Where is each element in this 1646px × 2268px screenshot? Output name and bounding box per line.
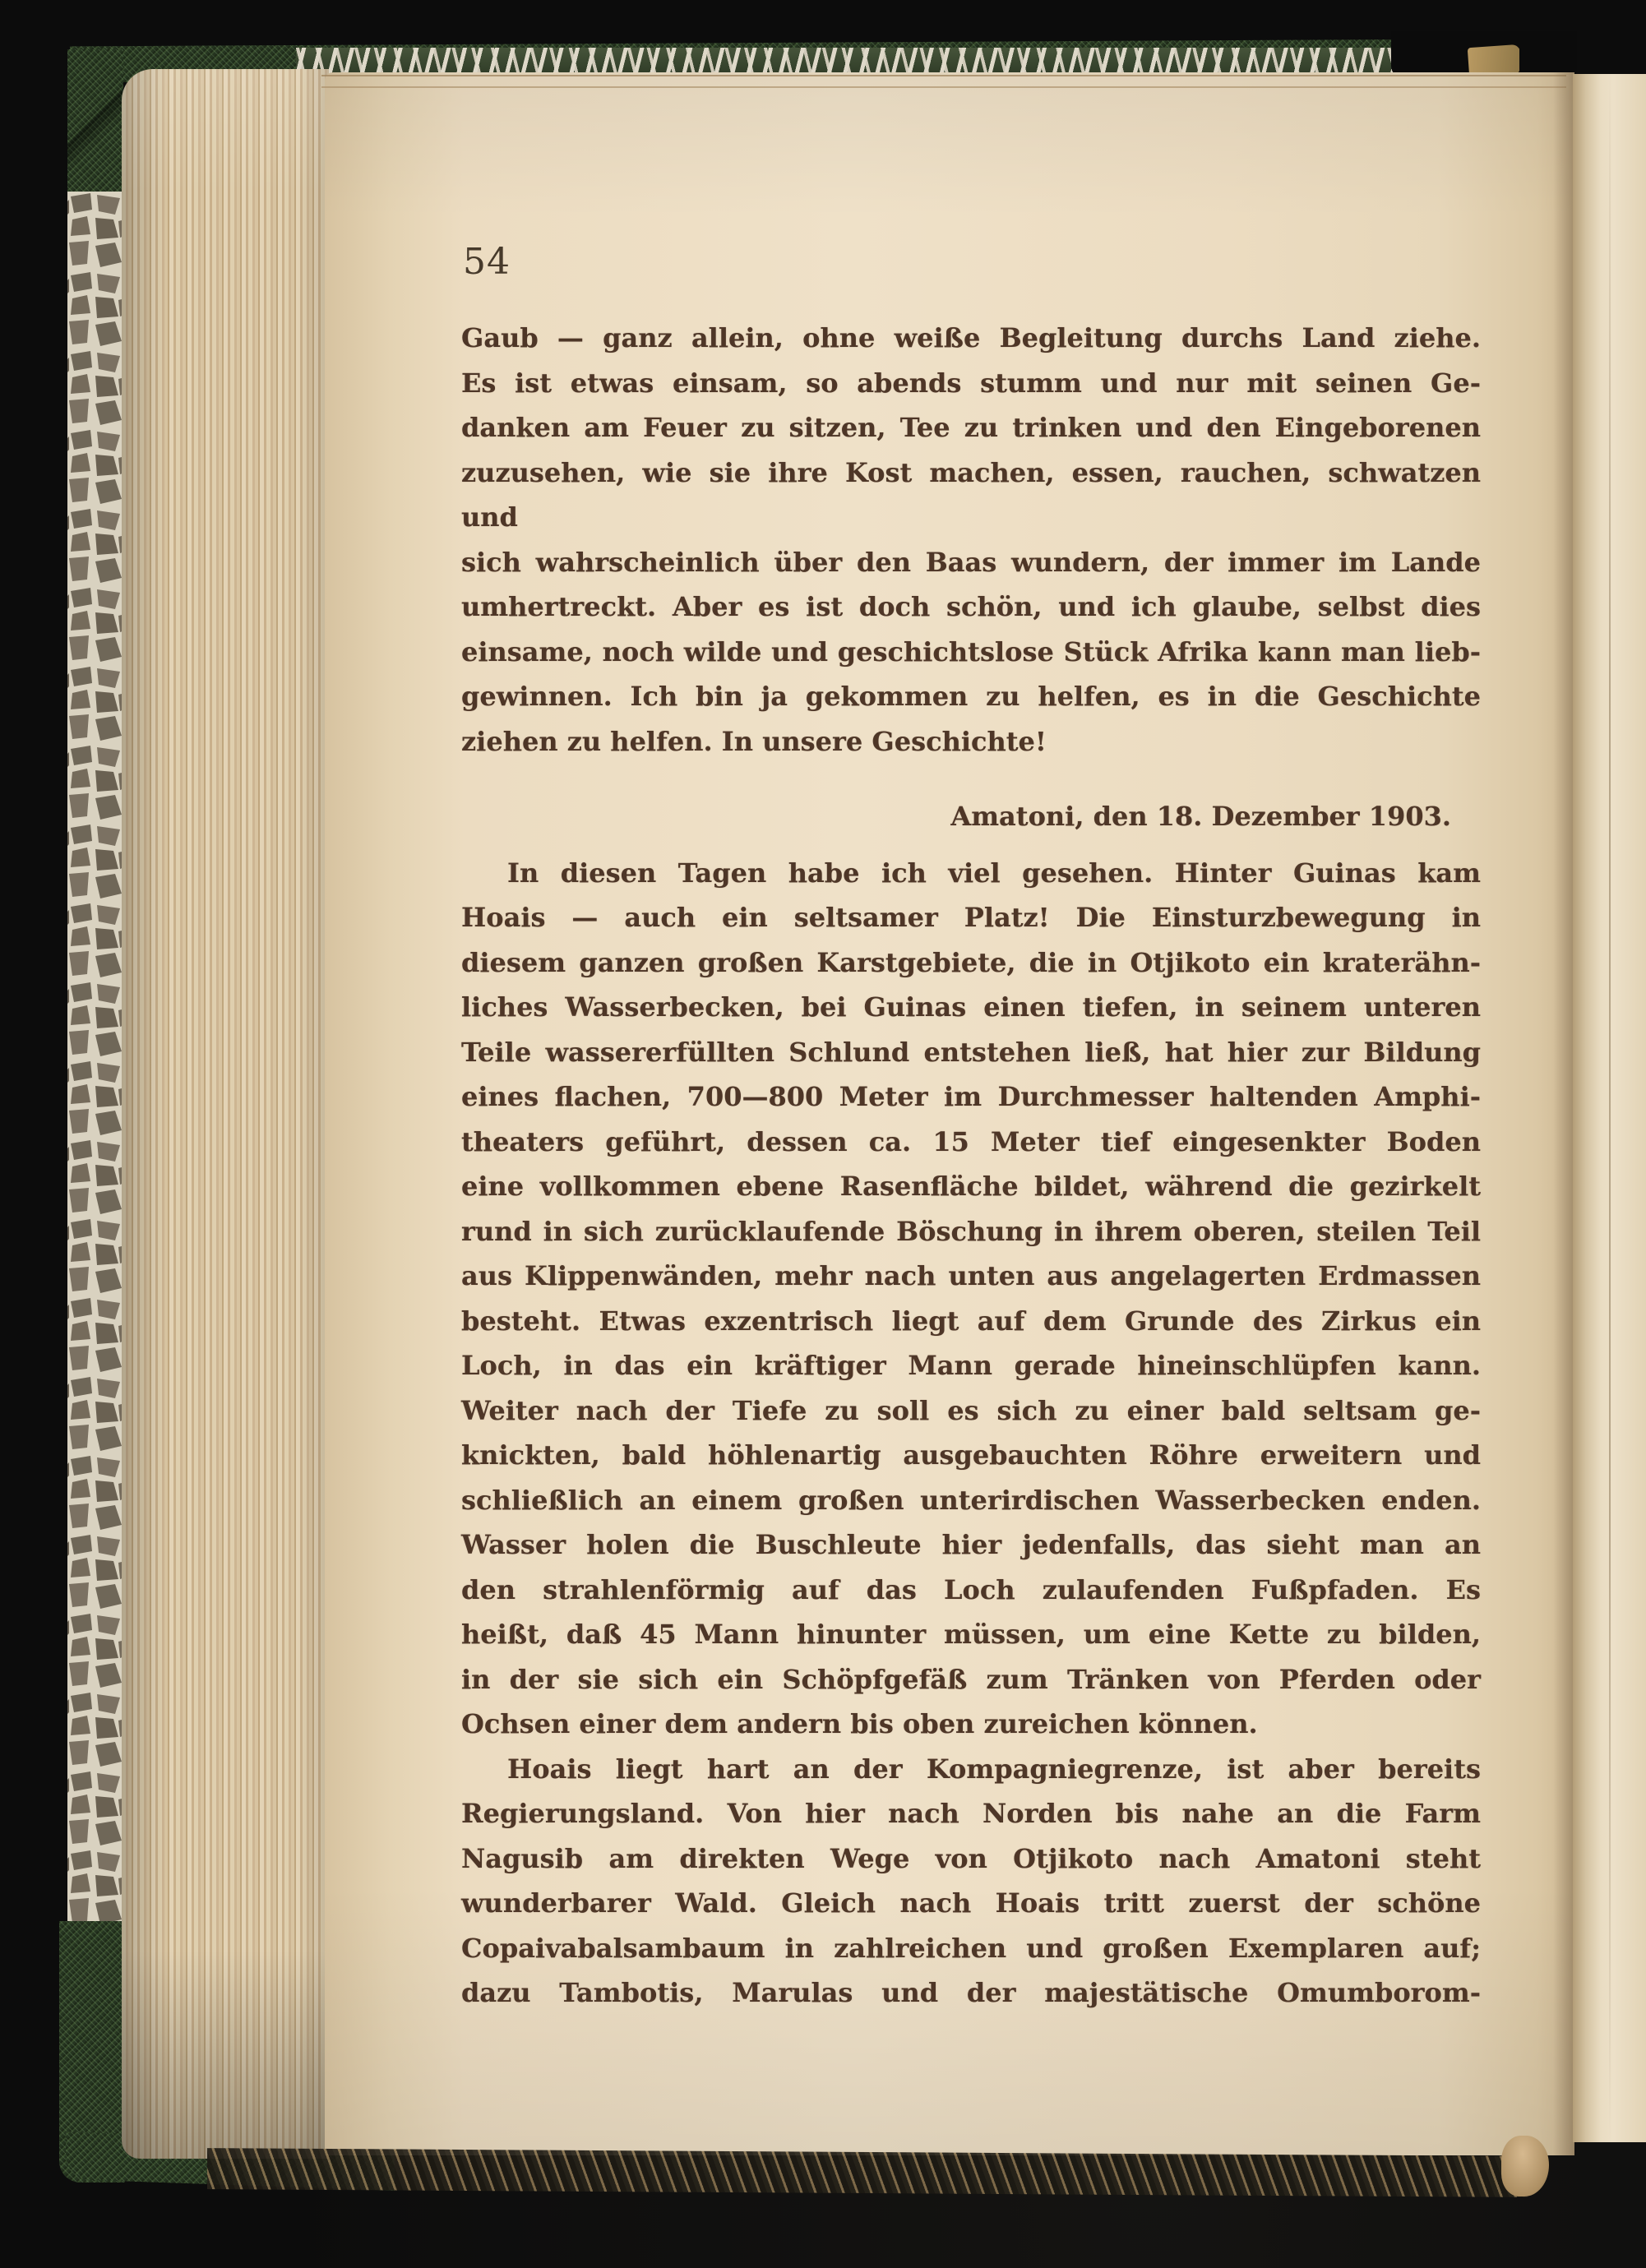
text-line: Hoais liegt hart an der Kompagniegrenze, ist aber bereits: [507, 1753, 1481, 1785]
text-line: Nagusib am direkten Wege von Otjikoto nach Amatoni steht: [461, 1842, 1481, 1874]
text-line: den strahlenförmig auf das Loch zulaufenden Fußpfaden. Es: [461, 1573, 1481, 1605]
text-line: aus Klippenwänden, mehr nach unten aus angelagerten Erdmassen: [461, 1260, 1481, 1291]
text-line: besteht. Etwas exzentrisch liegt auf dem Grunde des Zirkus ein: [461, 1305, 1481, 1337]
text-line: einsame, noch wilde und geschichtslose Stück Afrika kann man lieb-: [461, 635, 1481, 667]
text-line: sich wahrscheinlich über den Baas wundern, der immer im Lande: [461, 546, 1481, 578]
dateline: Amatoni, den 18. Dezember 1903.: [950, 801, 1451, 832]
text-line: eines flachen, 700—800 Meter im Durchmesser haltenden Amphi-: [461, 1081, 1481, 1112]
text-line: liches Wasserbecken, bei Guinas einen tiefen, in seinem unteren: [461, 991, 1481, 1023]
text-line: In diesen Tagen habe ich viel gesehen. Hinter Guinas kam: [507, 857, 1481, 889]
text-line: Wasser holen die Buschleute hier jedenfalls, das sieht man an: [461, 1529, 1481, 1560]
text-line: diesem ganzen großen Karstgebiete, die in Otjikoto ein kraterähn-: [461, 946, 1481, 978]
text-line: gewinnen. Ich bin ja gekommen zu helfen, es in die Geschichte: [461, 681, 1481, 712]
text-line: Copaivabalsambaum in zahlreichen und großen Exemplaren auf;: [461, 1932, 1481, 1964]
text-line: ziehen zu helfen. In unsere Geschichte!: [461, 725, 1047, 757]
text-line: Teile wassererfüllten Schlund entstehen ließ, hat hier zur Bildung: [461, 1036, 1481, 1068]
page-number: 54: [463, 241, 511, 283]
text-line: wunderbarer Wald. Gleich nach Hoais tritt zuerst der schöne: [461, 1887, 1481, 1919]
book-cover-left-corner: [67, 49, 123, 199]
text-line: umhertreckt. Aber es ist doch schön, und ich glaube, selbst dies: [461, 591, 1481, 622]
crackle-endpaper-strip: [67, 192, 122, 1921]
text-line: Weiter nach der Tiefe zu soll es sich zu einer bald seltsam ge-: [461, 1394, 1481, 1426]
text-line: eine vollkommen ebene Rasenfläche bildet, während die gezirkelt: [461, 1171, 1481, 1202]
gutter-facing-page: [1573, 74, 1646, 2142]
page-text-area: [461, 72, 1481, 2016]
text-line: schließlich an einem großen unterirdischen Wasserbecken enden.: [461, 1484, 1481, 1516]
text-line: in der sie sich ein Schöpfgefäß zum Tränken von Pferden oder: [461, 1663, 1481, 1695]
text-line: Gaub — ganz allein, ohne weiße Begleitung durchs Land ziehe.: [461, 322, 1481, 353]
text-block: [461, 316, 1481, 2016]
text-line: dazu Tambotis, Marulas und der majestätische Omumborom-: [461, 1977, 1481, 2008]
text-line: rund in sich zurücklaufende Böschung in ihrem oberen, steilen Teil: [461, 1215, 1481, 1247]
text-line: Regierungsland. Von hier nach Norden bis nahe an die Farm: [461, 1798, 1481, 1829]
text-line: knickten, bald höhlenartig ausgebauchten Röhre erweitern und: [461, 1439, 1481, 1471]
decorated-bottom-edge: [207, 2148, 1528, 2197]
book-page: [325, 72, 1574, 2155]
binding-tuft: [1501, 2136, 1549, 2196]
text-line: zuzusehen, wie sie ihre Kost machen, essen, rauchen, schwatzen und: [461, 456, 1481, 533]
text-line: Hoais — auch ein seltsamer Platz! Die Einsturzbewegung in: [461, 902, 1481, 933]
text-line: Loch, in das ein kräftiger Mann gerade hineinschlüpfen kann.: [461, 1350, 1481, 1381]
text-line: theaters geführt, dessen ca. 15 Meter tief eingesenkter Boden: [461, 1125, 1481, 1157]
text-line: Es ist etwas einsam, so abends stumm und nur mit seinen Ge-: [461, 367, 1481, 399]
text-line: Ochsen einer dem andern bis oben zureichen können.: [461, 1708, 1258, 1739]
text-line: heißt, daß 45 Mann hinunter müssen, um eine Kette zu bilden,: [461, 1619, 1481, 1650]
page-stack-fore-edge: [122, 69, 329, 2159]
text-line: danken am Feuer zu sitzen, Tee zu trinken und den Eingeborenen: [461, 412, 1481, 443]
